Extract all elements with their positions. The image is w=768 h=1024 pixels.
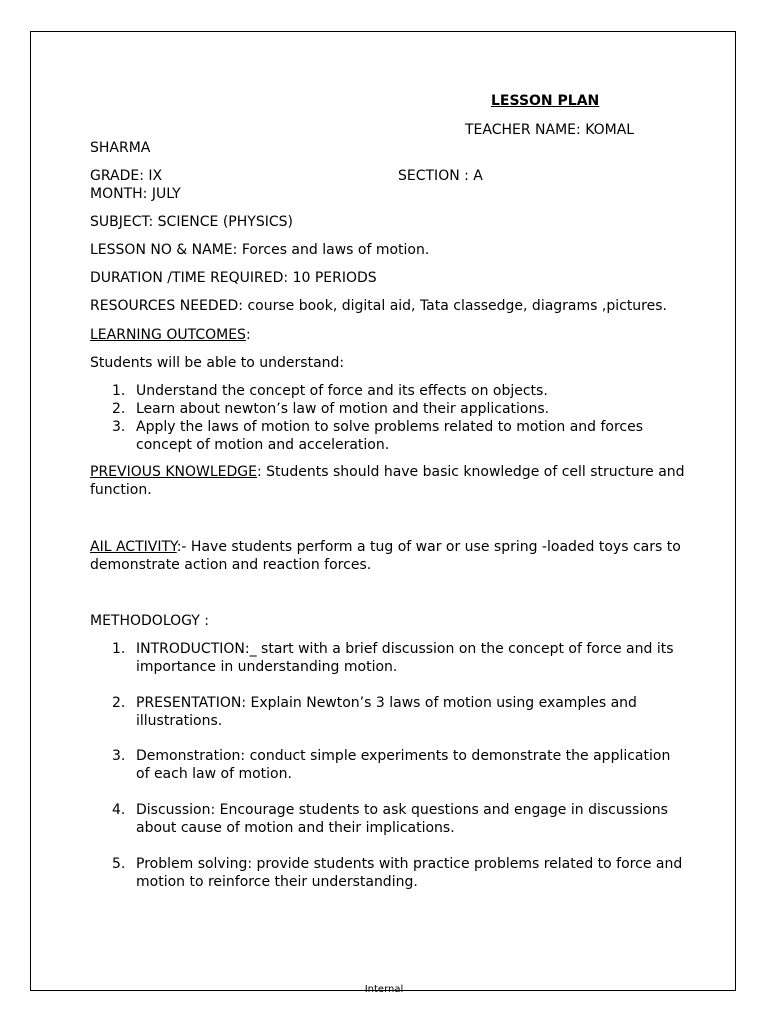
- outcome-number: 3.: [112, 419, 126, 435]
- outcome-item: Apply the laws of motion to solve problems related to motion and forces concept of motion and acceleration.: [136, 419, 644, 453]
- methodology-item: PRESENTATION: Explain Newton’s 3 laws of motion using examples and illustrations.: [136, 695, 637, 729]
- learning-outcomes-heading: [90, 326, 251, 344]
- outcome-item: Understand the concept of force and its effects on objects.: [136, 383, 548, 399]
- ail-activity-text: :- Have students perform a tug of war or use spring -loaded toys cars to demonstrate action and reaction forces.: [90, 539, 681, 573]
- methodology-item: Problem solving: provide students with practice problems related to force and motion to reinforce their understanding.: [136, 856, 683, 890]
- methodology-number: 1.: [112, 641, 126, 657]
- learning-outcomes-label: LEARNING OUTCOMES: [90, 327, 246, 343]
- grade-text: GRADE: IX: [90, 168, 163, 184]
- previous-knowledge-text: : Students should have basic knowledge of cell structure and function.: [90, 464, 685, 498]
- methodology-number: 2.: [112, 695, 126, 711]
- teacher-name-line1: TEACHER NAME: KOMAL: [465, 122, 635, 138]
- outcome-number: 1.: [112, 383, 126, 399]
- learning-outcomes-colon: :: [245, 327, 251, 343]
- previous-knowledge-paragraph: [90, 463, 690, 499]
- section-text: SECTION : A: [398, 168, 483, 184]
- ail-activity-paragraph: [90, 538, 690, 574]
- methodology-number: 5.: [112, 856, 126, 872]
- duration-text: DURATION /TIME REQUIRED: 10 PERIODS: [90, 270, 377, 286]
- methodology-item: INTRODUCTION:_ start with a brief discussion on the concept of force and its importance in understanding motion.: [136, 641, 674, 675]
- methodology-item: Demonstration: conduct simple experiments to demonstrate the application of each law of motion.: [136, 748, 671, 782]
- methodology-heading: METHODOLOGY :: [90, 613, 210, 629]
- month-text: MONTH: JULY: [90, 186, 181, 202]
- outcome-item: Learn about newton’s law of motion and their applications.: [136, 401, 550, 417]
- previous-knowledge-label: PREVIOUS KNOWLEDGE: [90, 464, 257, 480]
- footer-classification-label: Internal: [364, 984, 404, 995]
- subject-text: SUBJECT: SCIENCE (PHYSICS): [90, 214, 293, 230]
- learning-outcomes-intro: Students will be able to understand:: [90, 355, 345, 371]
- teacher-name-line2: SHARMA: [90, 140, 151, 156]
- resources-text: RESOURCES NEEDED: course book, digital aid, Tata classedge, diagrams ,pictures.: [90, 298, 667, 314]
- methodology-number: 4.: [112, 802, 126, 818]
- lesson-text: LESSON NO & NAME: Forces and laws of motion.: [90, 242, 430, 258]
- ail-activity-label: AIL ACTIVITY: [90, 539, 177, 555]
- outcome-number: 2.: [112, 401, 126, 417]
- methodology-number: 3.: [112, 748, 126, 764]
- methodology-item: Discussion: Encourage students to ask questions and engage in discussions about cause of motion and their implications.: [136, 802, 668, 836]
- document-title: LESSON PLAN: [491, 93, 600, 109]
